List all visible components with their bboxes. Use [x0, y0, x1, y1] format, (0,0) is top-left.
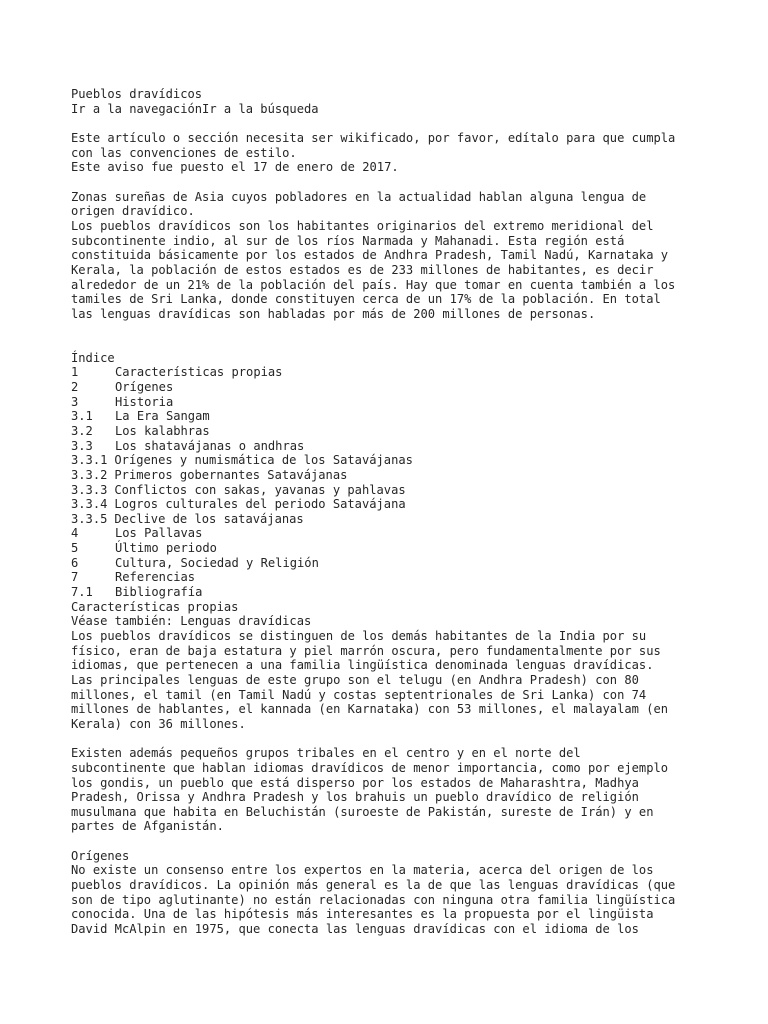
intro-line: tamiles de Sri Lanka, donde constituyen cerca de un 17% de la población. En total	[71, 292, 661, 307]
paragraph-line: Pradesh, Orissa y Andhra Pradesh y los brahuis un pueblo dravídico de religión	[71, 790, 639, 805]
navigation-links[interactable]: Ir a la navegaciónIr a la búsqueda	[71, 101, 319, 116]
toc-number: 3.1	[71, 409, 93, 424]
toc-number: 3.3.2	[71, 467, 108, 482]
toc-item[interactable]	[71, 526, 711, 541]
toc-item[interactable]	[71, 395, 711, 410]
toc-number: 1	[71, 365, 79, 380]
paragraph-line: subcontinente que hablan idiomas dravídicos de menor importancia, como por ejemplo	[71, 760, 669, 775]
spacer	[71, 321, 711, 336]
toc-number: 3.3.4	[71, 497, 108, 512]
toc-label[interactable]: Los kalabhras	[115, 423, 210, 438]
paragraph-line: millones de hablantes, el kannada (en Karnataka) con 53 millones, el malayalam (en	[71, 702, 669, 717]
paragraph-line: son de tipo aglutinante) no están relacionadas con ninguna otra familia lingüística	[71, 892, 676, 907]
toc-number: 3.3.5	[71, 511, 108, 526]
toc-number: 7	[71, 570, 79, 585]
toc-item[interactable]	[71, 365, 711, 380]
toc-label[interactable]: Último periodo	[115, 541, 217, 556]
toc-label[interactable]: Declive de los satavájanas	[114, 511, 304, 526]
toc-label[interactable]: Los Pallavas	[115, 526, 203, 541]
toc-label[interactable]: Conflictos con sakas, yavanas y pahlavas	[114, 482, 406, 497]
toc-label[interactable]: Los shatavájanas o andhras	[115, 438, 305, 453]
toc-label[interactable]: Cultura, Sociedad y Religión	[115, 555, 319, 570]
toc-item[interactable]	[71, 424, 711, 439]
toc-label[interactable]: Primeros gobernantes Satavájanas	[114, 467, 348, 482]
toc-label[interactable]: Logros culturales del periodo Satavájana	[114, 497, 406, 512]
toc-label[interactable]: Bibliografía	[115, 585, 203, 600]
toc-number: 3.3	[71, 438, 93, 453]
toc-number: 3	[71, 394, 79, 409]
paragraph-line: idiomas, que pertenecen a una familia lingüística denominada lenguas dravídicas.	[71, 658, 654, 673]
toc-number: 4	[71, 526, 79, 541]
section-heading: Orígenes	[71, 848, 130, 863]
toc-item[interactable]	[71, 585, 711, 600]
notice-line: con las convenciones de estilo.	[71, 145, 297, 160]
section-origenes	[71, 849, 711, 937]
paragraph-line: Las principales lenguas de este grupo son el telugu (en Andhra Pradesh) con 80	[71, 672, 639, 687]
table-of-contents	[71, 351, 711, 600]
spacer	[71, 732, 711, 747]
toc-heading: Índice	[71, 350, 115, 365]
toc-label[interactable]: Orígenes y numismática de los Satavájanas	[114, 453, 413, 468]
paragraph-line: Los pueblos dravídicos se distinguen de los demás habitantes de la India por su	[71, 628, 647, 643]
spacer	[71, 116, 711, 131]
toc-number: 7.1	[71, 585, 93, 600]
map-caption-line: origen dravídico.	[71, 204, 195, 219]
toc-item[interactable]	[71, 497, 711, 512]
intro-line: Kerala, la población de estos estados es de 233 millones de habitantes, es decir	[71, 262, 654, 277]
toc-item[interactable]	[71, 453, 711, 468]
toc-number: 5	[71, 541, 79, 556]
document-body	[71, 87, 711, 937]
toc-label[interactable]: Características propias	[115, 365, 283, 380]
toc-item[interactable]	[71, 570, 711, 585]
section-heading: Características propias	[71, 599, 239, 614]
paragraph-line: millones, el tamil (en Tamil Nadú y costas septentrionales de Sri Lanka) con 74	[71, 687, 647, 702]
paragraph-line: No existe un consenso entre los expertos en la materia, acerca del origen de los	[71, 863, 654, 878]
intro-line: constituida básicamente por los estados de Andhra Pradesh, Tamil Nadú, Karnataka y	[71, 248, 669, 263]
paragraph-line: musulmana que habita en Beluchistán (suroeste de Pakistán, sureste de Irán) y en	[71, 804, 654, 819]
toc-number: 2	[71, 380, 79, 395]
intro-line: alrededor de un 21% de la población del país. Hay que tomar en cuenta también a los	[71, 277, 676, 292]
paragraph-line: Existen además pequeños grupos tribales en el centro y en el norte del	[71, 746, 581, 761]
spacer	[71, 834, 711, 849]
paragraph-line: David McAlpin en 1975, que conecta las lenguas dravídicas con el idioma de los	[71, 922, 639, 937]
spacer	[71, 336, 711, 351]
paragraph-line: físico, eran de baja estatura y piel marrón oscura, pero fundamentalmente por sus	[71, 643, 661, 658]
notice-line: Este artículo o sección necesita ser wikificado, por favor, edítalo para que cumpla	[71, 130, 676, 145]
toc-number: 3.3.1	[71, 453, 108, 468]
toc-label[interactable]: Orígenes	[115, 380, 174, 395]
paragraph-line: conocida. Una de las hipótesis más interesantes es la propuesta por el lingüista	[71, 907, 654, 922]
toc-item[interactable]	[71, 483, 711, 498]
map-caption-line: Zonas sureñas de Asia cuyos pobladores en la actualidad hablan alguna lengua de	[71, 189, 647, 204]
toc-item[interactable]	[71, 541, 711, 556]
intro-line: Los pueblos dravídicos son los habitantes originarios del extremo meridional del	[71, 218, 654, 233]
toc-number: 3.3.3	[71, 482, 108, 497]
paragraph-line: partes de Afganistán.	[71, 819, 224, 834]
intro-line: subcontinente indio, al sur de los ríos Narmada y Mahanadi. Esta región está	[71, 233, 625, 248]
toc-item[interactable]	[71, 439, 711, 454]
intro-line: las lenguas dravídicas son habladas por más de 200 millones de personas.	[71, 306, 596, 321]
toc-item[interactable]	[71, 556, 711, 571]
notice-date-line: Este aviso fue puesto el 17 de enero de 2017.	[71, 160, 399, 175]
toc-item[interactable]	[71, 512, 711, 527]
toc-label[interactable]: La Era Sangam	[115, 409, 210, 424]
toc-number: 6	[71, 555, 79, 570]
toc-item[interactable]	[71, 468, 711, 483]
toc-item[interactable]	[71, 380, 711, 395]
see-also-link[interactable]: Véase también: Lenguas dravídicas	[71, 614, 312, 629]
toc-item[interactable]	[71, 409, 711, 424]
intro-paragraph	[71, 190, 711, 322]
toc-label[interactable]: Referencias	[115, 570, 196, 585]
toc-number: 3.2	[71, 423, 93, 438]
page-title: Pueblos dravídicos	[71, 87, 203, 101]
toc-label[interactable]: Historia	[115, 394, 174, 409]
wikify-notice	[71, 131, 711, 175]
paragraph-line: Kerala) con 36 millones.	[71, 716, 246, 731]
spacer	[71, 175, 711, 190]
paragraph-line: los gondis, un pueblo que está disperso por los estados de Maharashtra, Madhya	[71, 775, 639, 790]
paragraph-line: pueblos dravídicos. La opinión más general es la de que las lenguas dravídicas (que	[71, 878, 676, 893]
section-caracteristicas	[71, 600, 711, 834]
